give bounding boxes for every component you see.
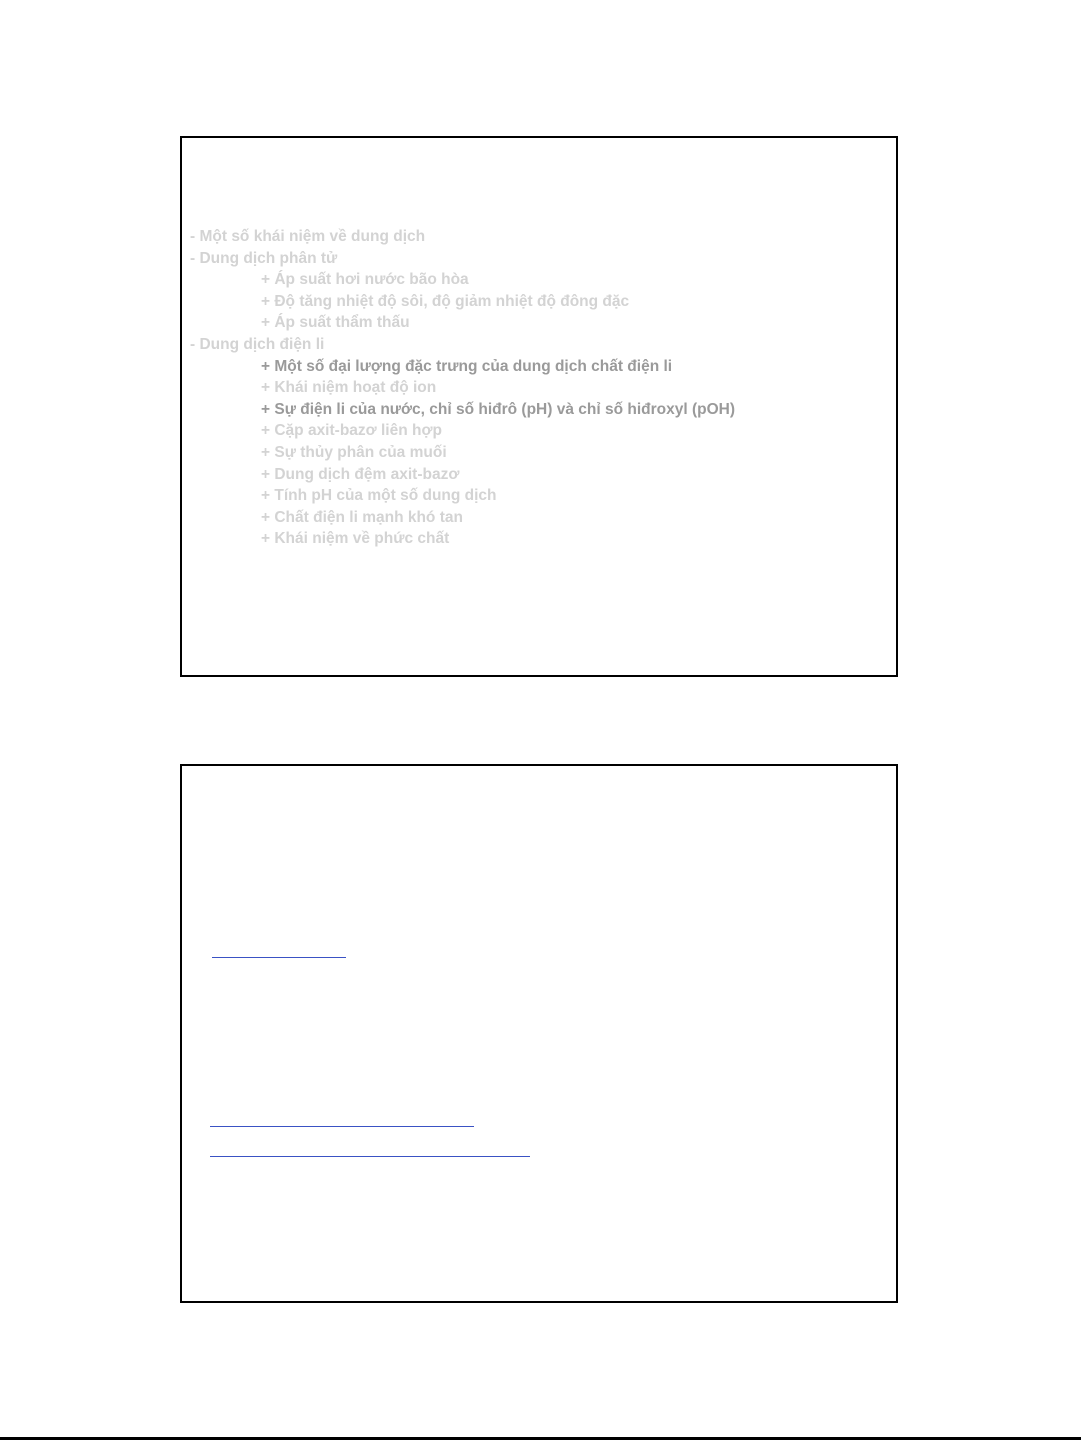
outline-item-4: + Độ tăng nhiệt độ sôi, độ giảm nhiệt độ đông đặc bbox=[261, 292, 630, 310]
outline-item-6: - Dung dịch điện li bbox=[190, 335, 325, 353]
outline-item-3: + Áp suất hơi nước bão hòa bbox=[261, 271, 469, 289]
outline-item-10: + Cặp axit-bazơ liên hợp bbox=[261, 422, 442, 440]
slide-1 bbox=[180, 136, 898, 677]
outline-item-8: + Khái niệm hoạt độ ion bbox=[261, 379, 437, 397]
hyperlink-underline-1[interactable] bbox=[212, 957, 346, 958]
hyperlink-underline-2[interactable] bbox=[210, 1126, 474, 1127]
outline-item-5: + Áp suất thẩm thấu bbox=[261, 314, 410, 332]
outline-item-1: - Một số khái niệm về dung dịch bbox=[190, 228, 426, 245]
topic-outline bbox=[190, 226, 735, 550]
outline-item-11: + Sự thủy phân của muối bbox=[261, 443, 447, 461]
outline-item-12: + Dung dịch đệm axit-bazơ bbox=[261, 465, 460, 483]
outline-item-13: + Tính pH của một số dung dịch bbox=[261, 487, 497, 505]
hyperlink-underline-3[interactable] bbox=[210, 1156, 530, 1157]
slide-2 bbox=[180, 764, 898, 1303]
outline-item-14: + Chất điện li mạnh khó tan bbox=[261, 508, 463, 526]
outline-item-9: + Sự điện li của nước, chỉ số hiđrô (pH) và chỉ số hiđroxyl (pOH) bbox=[261, 400, 735, 418]
outline-item-15: + Khái niệm về phức chất bbox=[261, 530, 450, 548]
outline-item-7: + Một số đại lượng đặc trưng của dung dịch chất điện li bbox=[261, 357, 673, 375]
outline-item-2: - Dung dịch phân tử bbox=[190, 249, 338, 267]
page-bottom-rule bbox=[0, 1437, 1081, 1440]
